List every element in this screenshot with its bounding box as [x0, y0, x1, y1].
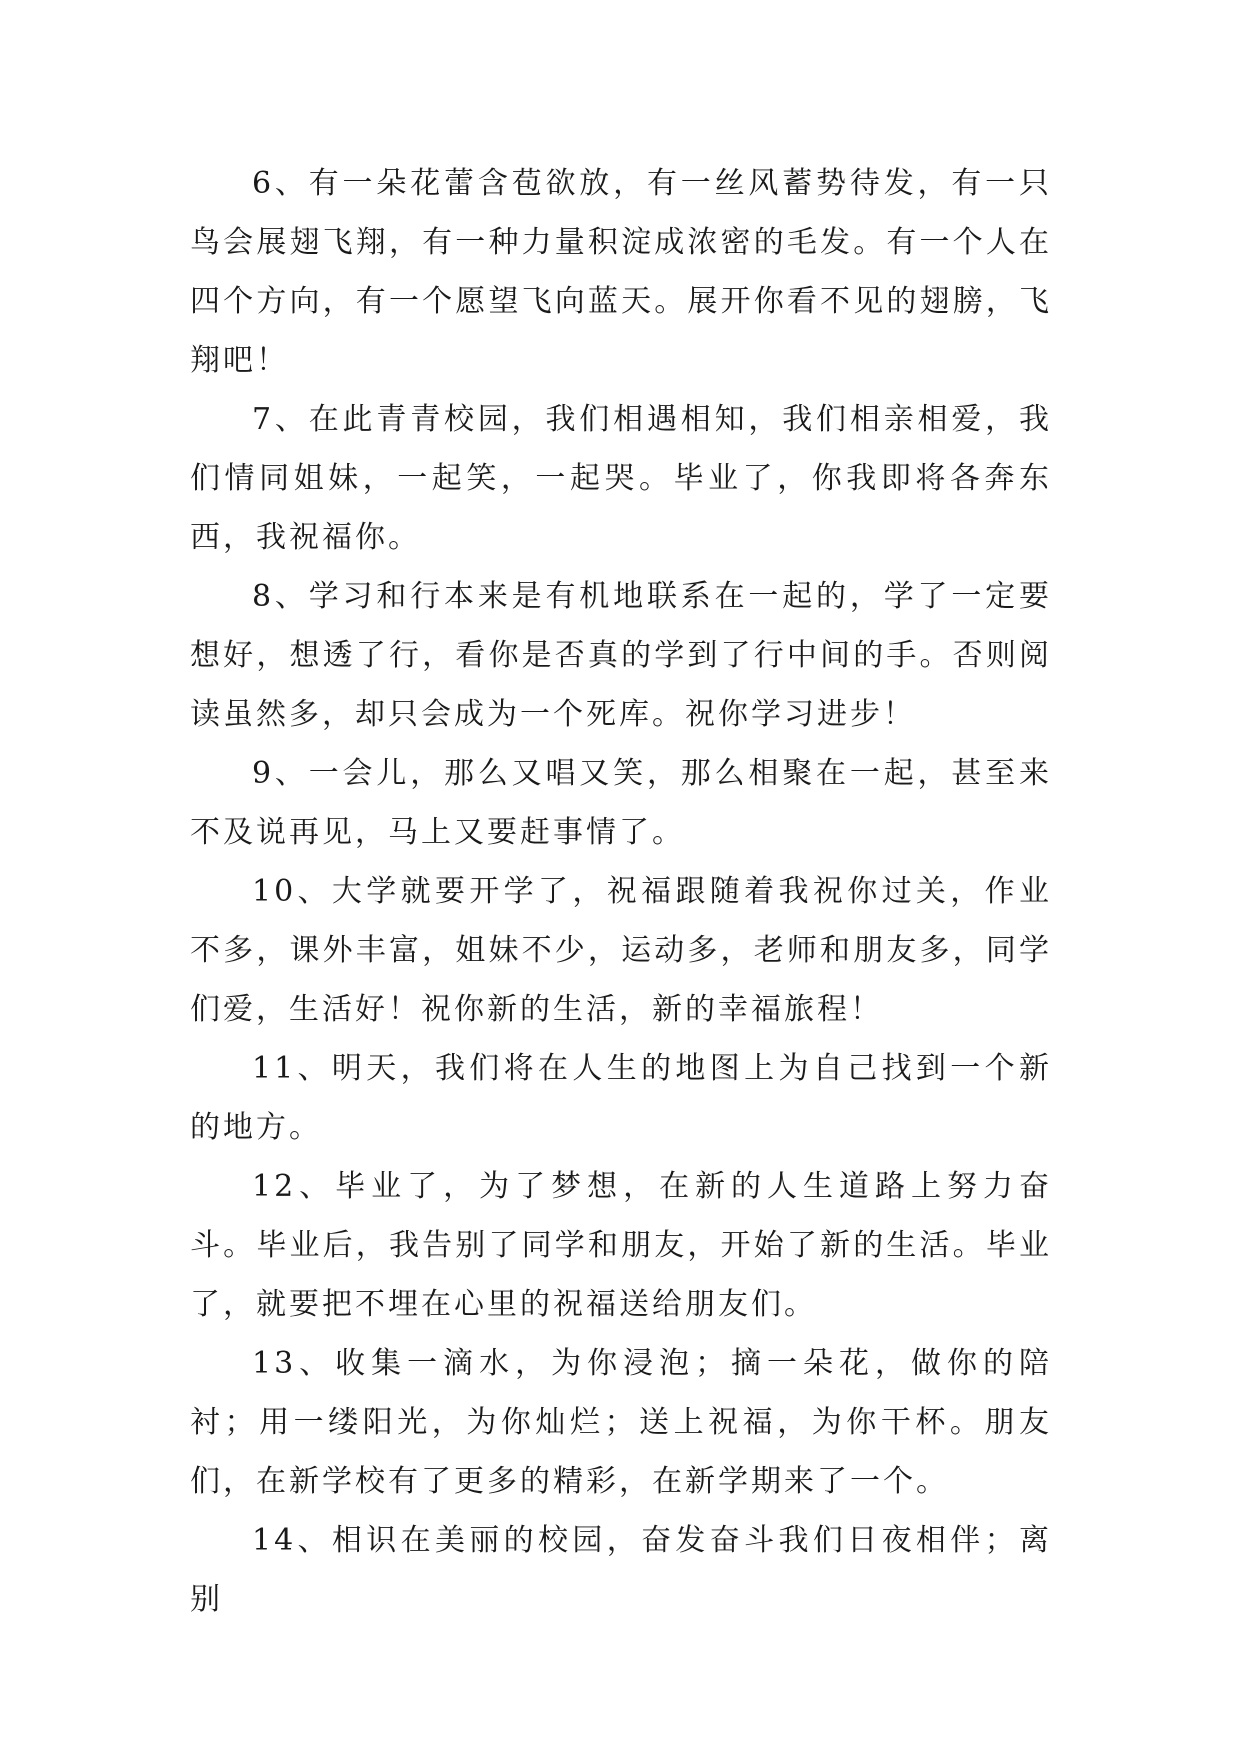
paragraph-7: 7、在此青青校园，我们相遇相知，我们相亲相爱，我们情同姐妹，一起笑，一起哭。毕业了，你我即将各奔东西，我祝福你。 — [190, 402, 1052, 555]
paragraph-13: 13、收集一滴水，为你浸泡；摘一朵花，做你的陪衬；用一缕阳光，为你灿烂；送上祝福，为你干杯。朋友们，在新学校有了更多的精彩，在新学期来了一个。 — [190, 1346, 1052, 1499]
paragraph-8: 8、学习和行本来是有机地联系在一起的，学了一定要想好，想透了行，看你是否真的学到了行中间的手。否则阅读虽然多，却只会成为一个死库。祝你学习进步！ — [190, 579, 1052, 732]
paragraph-11: 11、明天，我们将在人生的地图上为自己找到一个新的地方。 — [190, 1051, 1052, 1145]
paragraph-12: 12、毕业了，为了梦想，在新的人生道路上努力奋斗。毕业后，我告别了同学和朋友，开始了新的生活。毕业了，就要把不埋在心里的祝福送给朋友们。 — [190, 1169, 1052, 1322]
paragraph-9: 9、一会儿，那么又唱又笑，那么相聚在一起，甚至来不及说再见，马上又要赶事情了。 — [190, 756, 1052, 850]
paragraph-14: 14、相识在美丽的校园，奋发奋斗我们日夜相伴；离别 — [190, 1523, 1052, 1617]
document-body — [190, 154, 1052, 1629]
paragraph-10: 10、大学就要开学了，祝福跟随着我祝你过关，作业不多，课外丰富，姐妹不少，运动多，老师和朋友多，同学们爱，生活好！祝你新的生活，新的幸福旅程！ — [190, 874, 1052, 1027]
paragraph-6: 6、有一朵花蕾含苞欲放，有一丝风蓄势待发，有一只鸟会展翅飞翔，有一种力量积淀成浓密的毛发。有一个人在四个方向，有一个愿望飞向蓝天。展开你看不见的翅膀，飞翔吧！ — [190, 166, 1052, 378]
